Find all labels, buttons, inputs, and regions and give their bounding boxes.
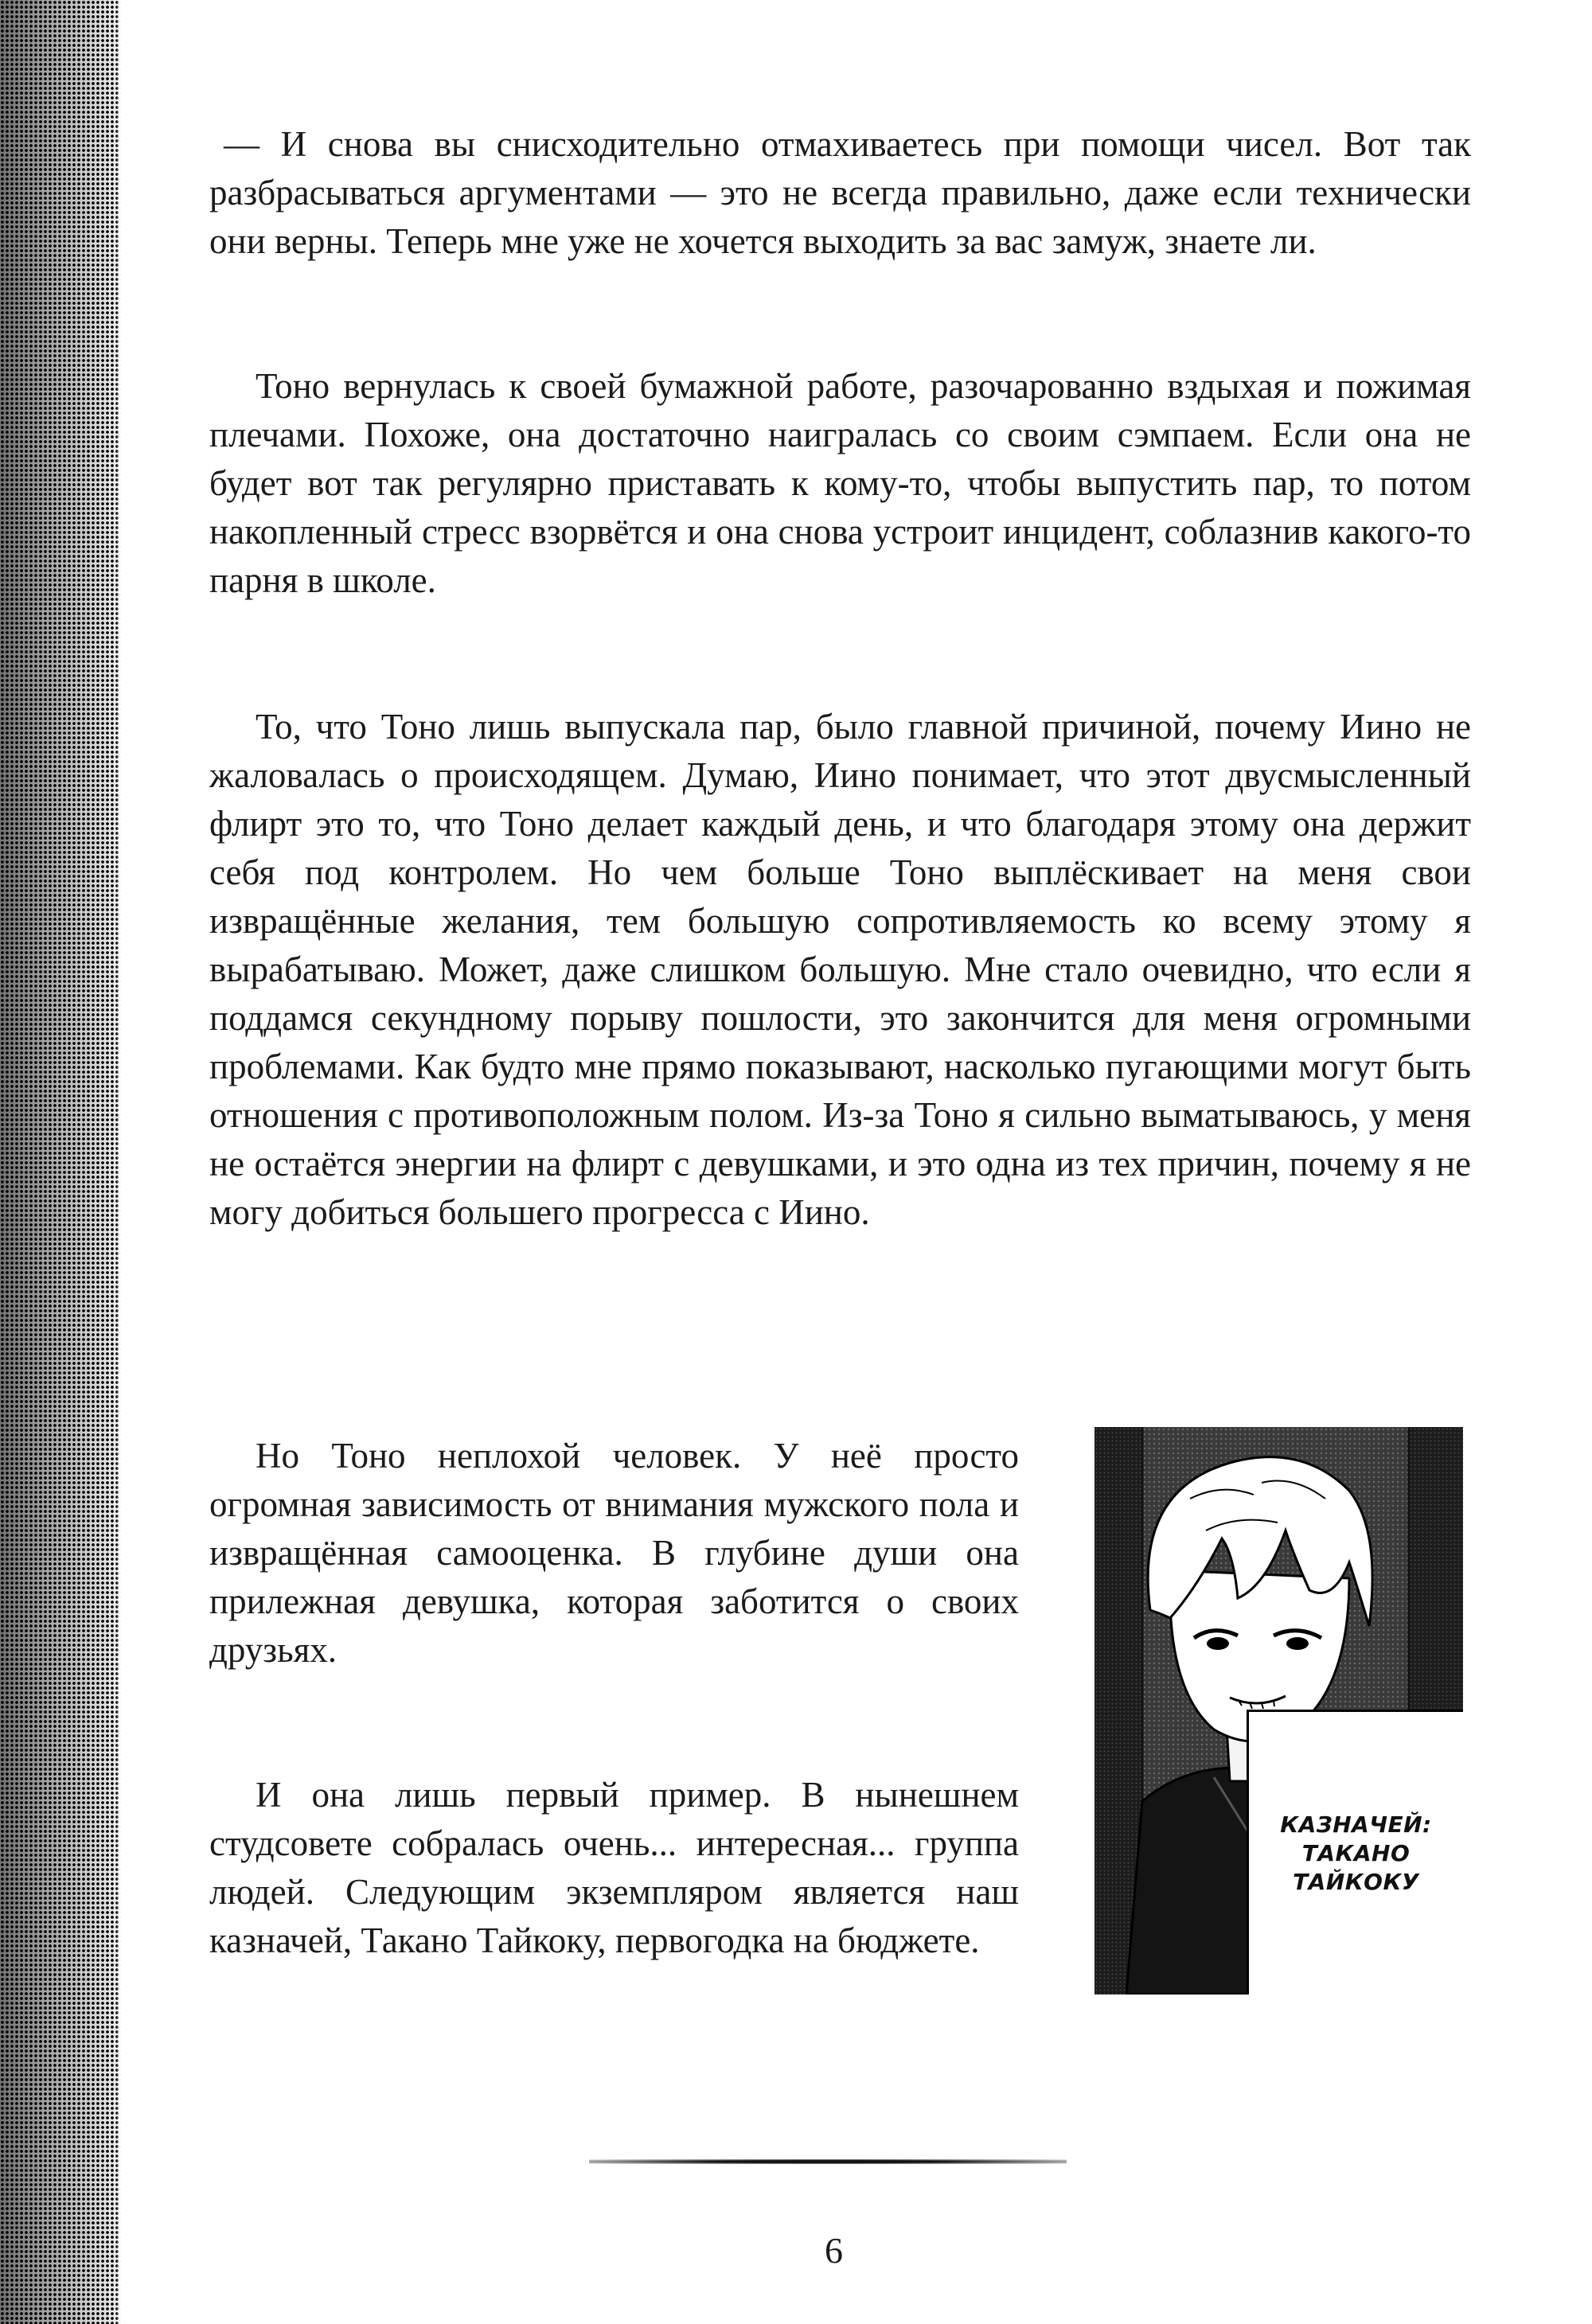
paragraph-4: Но Тоно неплохой человек. У неё просто огромная зависимость от внимания мужского пола и извращённая самооценка. В глубине души она прилежная девушка, которая заботится о своих друзьях.	[209, 1436, 1019, 1670]
caption-line-name: ТАЙКОКУ	[1293, 1868, 1419, 1895]
text-section-4	[209, 1432, 1019, 1675]
paragraph-3: То, что Тоно лишь выпускала пар, было главной причиной, почему Иино не жаловалась о происходящем. Думаю, Иино понимает, что этот двусмысленный флирт это то, что Тоно делает каждый день, и что благодаря этому она держит себя под контролем. Но чем больше Тоно выплёскивает на меня свои извращённые желания, тем большую сопротивляемость ко всему этому я вырабатываю. Может, даже слишком большую. Мне стало очевидно, что если я поддамся секундному порыву пошлости, это закончится для меня огромными проблемами. Как будто мне прямо показывают, насколько пугающими могут быть отношения с противоположным полом. Из-за Тоно я сильно выматываюсь, у меня не остаётся энергии на флирт с девушками, и это одна из тех причин, почему я не могу добиться большего прогресса с Иино.	[209, 707, 1471, 1232]
paragraph-5: И она лишь первый пример. В нынешнем студсовете собралась очень... интересная... группа людей. Следующим экземпляром является наш казначей, Такано Тайкоку, первогодка на бюджете.	[209, 1775, 1019, 1960]
page-divider	[589, 2159, 1067, 2164]
text-section-2	[209, 362, 1471, 605]
paragraph-2: Тоно вернулась к своей бумажной работе, разочарованно вздыхая и пожимая плечами. Похоже, она достаточно наигралась со своим сэмпаем. Если она не будет вот так регулярно приставать к кому-то, чтобы выпустить пар, то потом накопленный стресс взорвётся и она снова устроит инцидент, соблазнив какого-то парня в школе.	[209, 366, 1471, 600]
caption-box	[1247, 1710, 1463, 1995]
paragraph-1: — И снова вы снисходительно отмахиваетесь при помощи чисел. Вот так разбрасываться аргументами — это не всегда правильно, даже если технически они верны. Теперь мне уже не хочется выходить за вас замуж, знаете ли.	[209, 124, 1471, 261]
text-section-5	[209, 1771, 1019, 1965]
caption-line-surname: ТАКАНО	[1301, 1839, 1411, 1866]
caption-line-role: КАЗНАЧЕЙ:	[1280, 1811, 1432, 1838]
halftone-border	[0, 0, 121, 2324]
text-section-3	[209, 703, 1471, 1237]
page-number: 6	[825, 2230, 843, 2271]
text-section-1	[209, 120, 1471, 266]
